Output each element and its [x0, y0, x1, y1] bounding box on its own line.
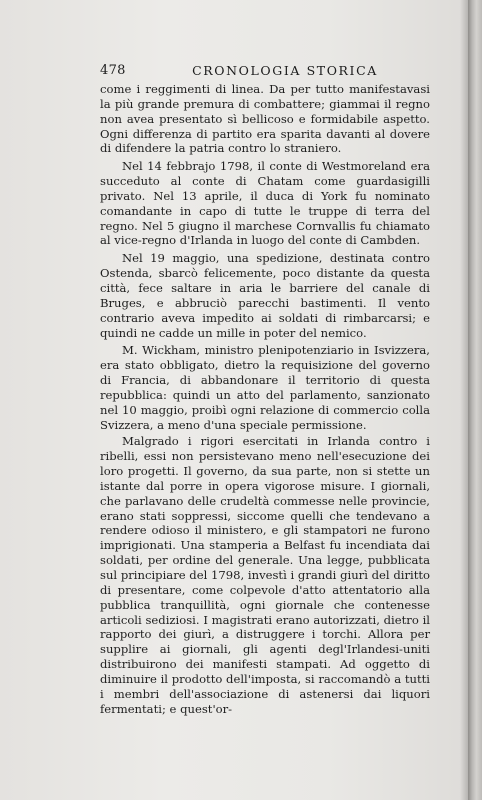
paragraph-5: Malgrado i rigori esercitati in Irlanda contro i ribelli, essi non persistevano meno nell'esecuzione dei loro progetti. Il governo, da sua parte, non si stette un istante dal porre in opera vigorose misure. I giornali, che parlavano delle crudeltà commesse nelle provincie, erano stati soppressi, siccome quelli che tendevano a rendere odioso il ministero, e gli stampatori ne furono imprigionati. Una stamperia a Belfast fu incendiata dai soldati, per ordine del generale. Una legge, pubblicata sul principiare del 1798, investì i grandi giurì del diritto di presentare, come colpevole d'atto attentatorio alla pubblica tranquillità, ogni giornale che contenesse articoli sediziosi. I magistrati erano autorizzati, dietro il rapporto dei giurì, a distruggere i torchi. Allora per supplire ai giornali, gli agenti degl'Irlandesi-uniti distribuirono dei manifesti stampati. Ad oggetto di diminuire il prodotto dell'imposta, si raccomandò a tutti i membri dell'associazione di astenersi dai liquori fermentati; e quest'or- — [100, 434, 430, 716]
paragraph-2: Nel 14 febbrajo 1798, il conte di Westmoreland era succeduto al conte di Chatam come guardasigilli privato. Nel 13 aprile, il duca di York fu nominato comandante in capo di tutte le truppe di terra del regno. Nel 5 giugno il marchese Cornvallis fu chiamato al vice-regno d'Irlanda in luogo del conte di Cambden. — [100, 159, 430, 248]
page-header — [100, 63, 430, 83]
page-number: 478 — [100, 63, 126, 78]
page-gutter-shadow — [460, 0, 468, 800]
running-head: CRONOLOGIA STORICA — [192, 63, 378, 78]
paragraph-1: come i reggimenti di linea. Da per tutto manifestavasi la più grande premura di combattere; giammai il regno non avea presentato sì bellicoso e formidabile aspetto. Ogni differenza di partito era sparita davanti al dovere di difendere la patria contro lo straniero. — [100, 82, 430, 156]
body-text — [100, 82, 430, 716]
page-fore-edge — [468, 0, 482, 800]
paragraph-4: M. Wickham, ministro plenipotenziario in Isvizzera, era stato obbligato, dietro la requisizione del governo di Francia, di abbandonare il territorio di questa repubblica: quindi un atto del parlamento, sanzionato nel 10 maggio, proibì ogni relazione di commercio colla Svizzera, a meno d'una speciale permissione. — [100, 343, 430, 432]
paragraph-3: Nel 19 maggio, una spedizione, destinata contro Ostenda, sbarcò felicemente, poco distante da questa città, fece saltare in aria le barriere del canale di Bruges, e abbruciò parecchi bastimenti. Il vento contrario aveva impedito ai soldati di rimbarcarsi; e quindi ne cadde un mille in poter del nemico. — [100, 251, 430, 340]
